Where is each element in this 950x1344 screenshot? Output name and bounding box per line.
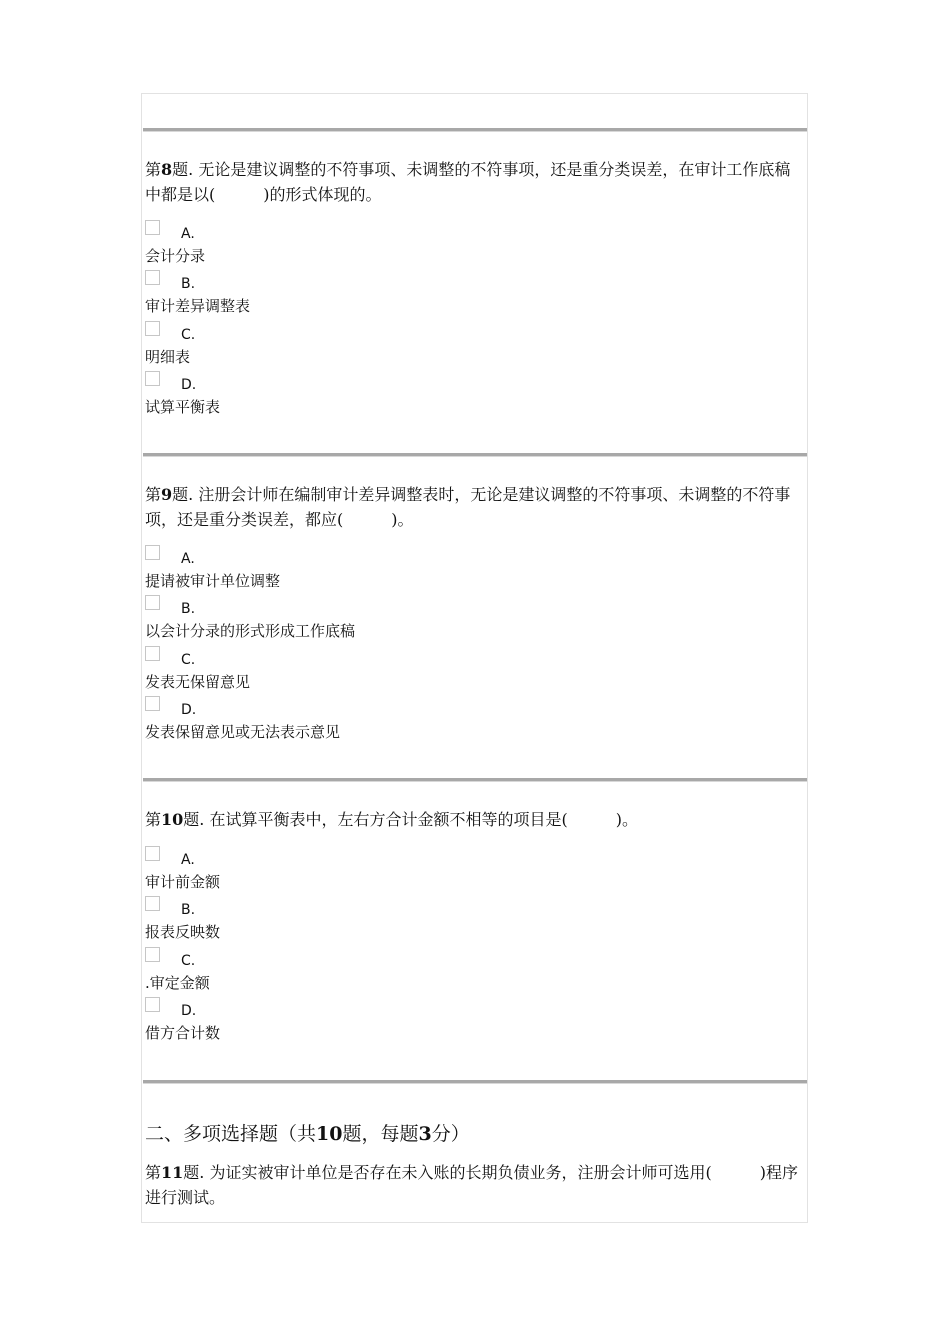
question-text: 第10题. 在试算平衡表中，左右方合计金额不相等的项目是( )。	[145, 810, 638, 829]
option-letter: A.	[181, 852, 195, 868]
option-checkbox[interactable]	[145, 321, 160, 336]
option-text: 试算平衡表	[145, 398, 221, 416]
option-text: 报表反映数	[145, 923, 221, 941]
option-d	[145, 997, 545, 1047]
divider	[143, 1080, 807, 1084]
option-letter: C.	[181, 327, 196, 343]
option-b	[145, 595, 545, 645]
question-text: 第11题. 为证实被审计单位是否存在未入账的长期负债业务，注册会计师可选用( )程序进行测试。	[145, 1163, 798, 1207]
option-text: 审计差异调整表	[145, 297, 251, 315]
option-b	[145, 270, 545, 320]
option-checkbox[interactable]	[145, 220, 160, 235]
option-checkbox[interactable]	[145, 896, 160, 911]
option-letter: D.	[181, 702, 197, 718]
option-checkbox[interactable]	[145, 696, 160, 711]
option-checkbox[interactable]	[145, 371, 160, 386]
option-checkbox[interactable]	[145, 646, 160, 661]
option-c	[145, 321, 545, 371]
option-checkbox[interactable]	[145, 947, 160, 962]
option-letter: B.	[181, 601, 196, 617]
divider	[143, 128, 807, 132]
option-text: .审定金额	[145, 974, 210, 992]
option-text: 审计前金额	[145, 873, 221, 891]
option-letter: B.	[181, 902, 196, 918]
option-checkbox[interactable]	[145, 846, 160, 861]
option-text: 发表无保留意见	[145, 673, 251, 691]
option-text: 明细表	[145, 348, 191, 366]
option-a	[145, 220, 545, 270]
option-a	[145, 545, 545, 595]
option-letter: C.	[181, 953, 196, 969]
option-c	[145, 947, 545, 997]
option-checkbox[interactable]	[145, 545, 160, 560]
option-b	[145, 896, 545, 946]
option-checkbox[interactable]	[145, 997, 160, 1012]
option-text: 提请被审计单位调整	[145, 572, 281, 590]
divider	[143, 778, 807, 782]
option-text: 发表保留意见或无法表示意见	[145, 723, 341, 741]
option-letter: A.	[181, 551, 195, 567]
option-d	[145, 371, 545, 421]
divider	[143, 453, 807, 457]
question-text: 第8题. 无论是建议调整的不符事项、未调整的不符事项，还是重分类误差，在审计工作底稿中都是以( )的形式体现的。	[145, 160, 791, 204]
option-checkbox[interactable]	[145, 270, 160, 285]
option-checkbox[interactable]	[145, 595, 160, 610]
option-letter: B.	[181, 276, 196, 292]
section-heading: 二、多项选择题（共10题，每题3分）	[145, 1123, 470, 1145]
option-text: 会计分录	[145, 247, 206, 265]
option-letter: D.	[181, 1003, 197, 1019]
option-a	[145, 846, 545, 896]
option-letter: A.	[181, 226, 195, 242]
option-letter: D.	[181, 377, 197, 393]
option-letter: C.	[181, 652, 196, 668]
option-text: 以会计分录的形式形成工作底稿	[145, 622, 356, 640]
option-c	[145, 646, 545, 696]
question-text: 第9题. 注册会计师在编制审计差异调整表时，无论是建议调整的不符事项、未调整的不符事项，还是重分类误差，都应( )。	[145, 485, 791, 529]
option-d	[145, 696, 545, 746]
option-text: 借方合计数	[145, 1024, 221, 1042]
